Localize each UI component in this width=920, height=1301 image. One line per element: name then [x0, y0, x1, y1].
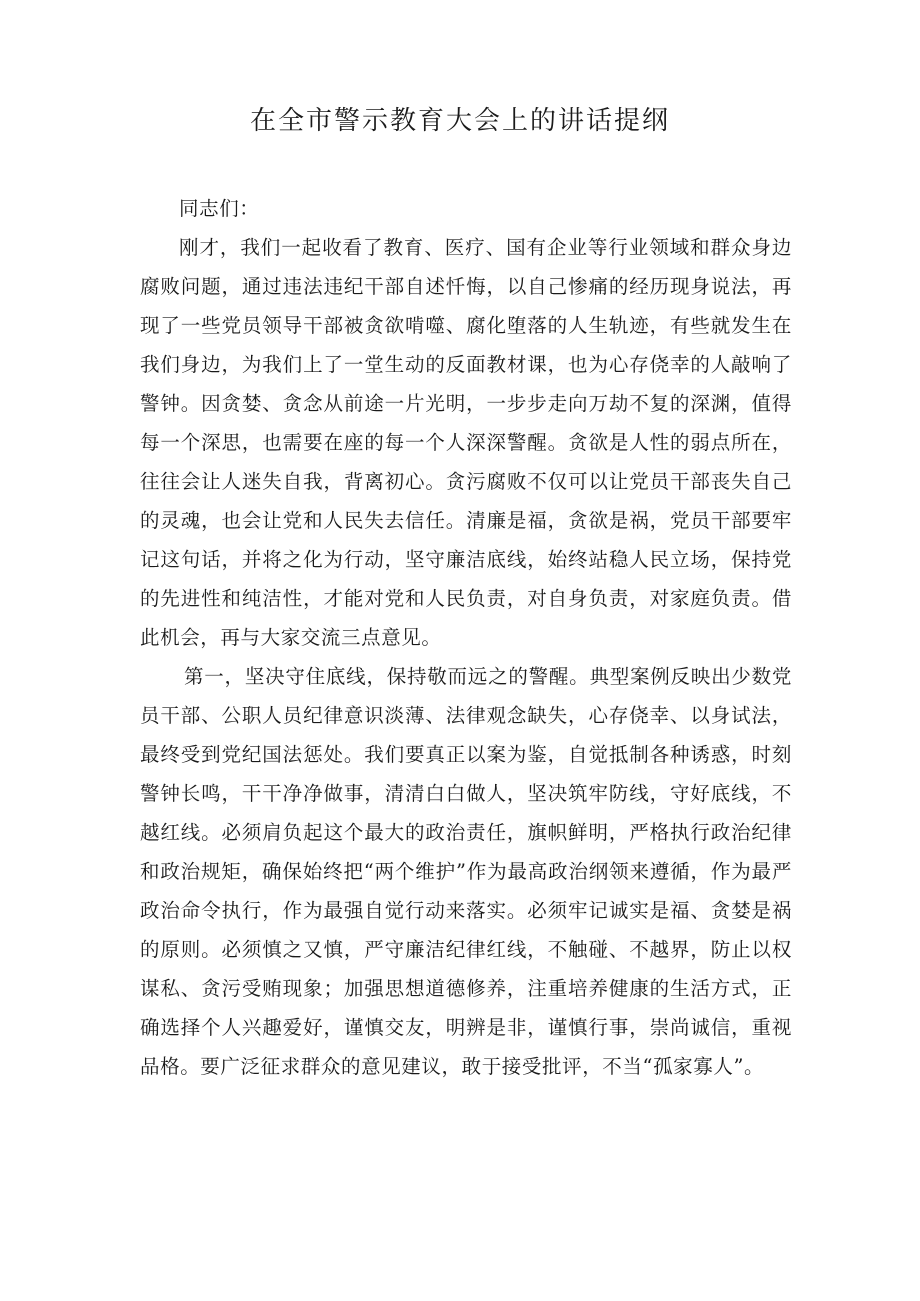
document-title: 在全市警示教育大会上的讲话提纲: [249, 106, 670, 136]
paragraph-intro: 刚才，我们一起收看了教育、医疗、国有企业等行业领域和群众身边腐败问题，通过违法违纪干部自述忏悔，以自己惨痛的经历现身说法，再现了一些党员领导干部被贪欲啃噬、腐化堕落的人生轨迹，有些就发生在我们身边，为我们上了一堂生动的反面教材课，也为心存侥幸的人敲响了警钟。因贪婪、贪念从前途一片光明，一步步走向万劫不复的深渊，值得每一个深思，也需要在座的每一个人深深警醒。贪欲是人性的弱点所在，往往会让人迷失自我，背离初心。贪污腐败不仅可以让党员干部丧失自己的灵魂，也会让党和人民失去信任。清廉是福，贪欲是祸，党员干部要牢记这句话，并将之化为行动，坚守廉洁底线，始终站稳人民立场，保持党的先进性和纯洁性，才能对党和人民负责，对自身负责，对家庭负责。借此机会，再与大家交流三点意见。: [140, 236, 792, 649]
salutation: 同志们：: [179, 197, 260, 220]
paragraph-point-one: 第一，坚决守住底线，保持敬而远之的警醒。典型案例反映出少数党员干部、公职人员纪律意识淡薄、法律观念缺失，心存侥幸、以身试法，最终受到党纪国法惩处。我们要真正以案为鉴，自觉抵制各种诱惑，时刻警钟长鸣，干干净净做事，清清白白做人，坚决筑牢防线，守好底线，不越红线。必须肩负起这个最大的政治责任，旗帜鲜明，严格执行政治纪律和政治规矩，确保始终把“两个维护”作为最高政治纲领来遵循，作为最严政治命令执行，作为最强自觉行动来落实。必须牢记诚实是福、贪婪是祸的原则。必须慎之又慎，严守廉洁纪律红线，不触碰、不越界，防止以权谋私、贪污受贿现象；加强思想道德修养，注重培养健康的生活方式，正确选择个人兴趣爱好，谨慎交友，明辨是非，谨慎行事，崇尚诚信，重视品格。要广泛征求群众的意见建议，敢于接受批评，不当“孤家寡人”。: [140, 665, 792, 1078]
document-body: [140, 189, 792, 1086]
